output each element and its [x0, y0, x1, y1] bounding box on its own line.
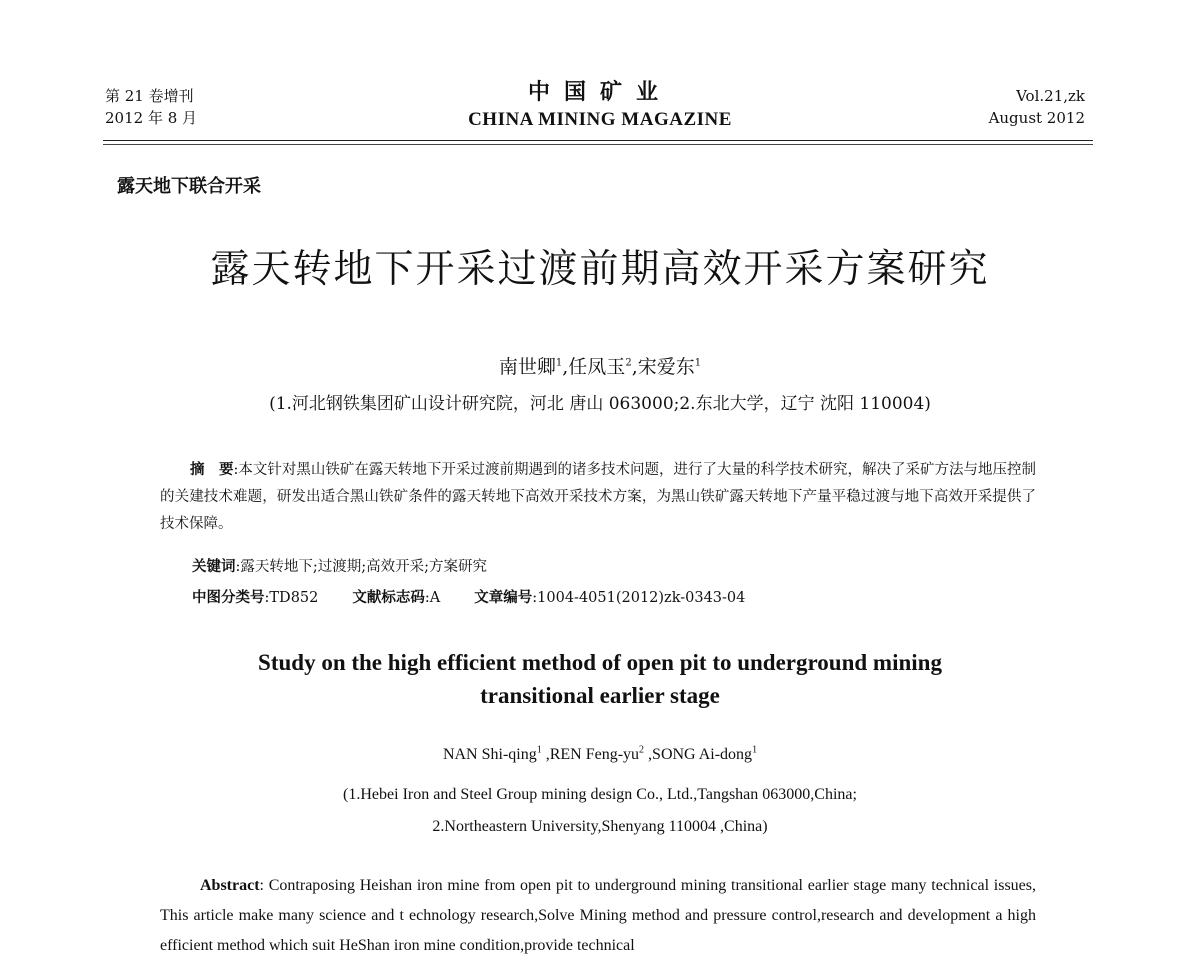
keywords-label: 关键词 — [192, 559, 236, 575]
author-sup: 1 — [536, 744, 542, 756]
section-heading: 露天地下联合开采 — [117, 176, 261, 197]
title-en-line2: transitional earlier stage — [480, 683, 720, 708]
author-sup: 1 — [555, 357, 563, 369]
abstract-label-cn: 摘 要 — [190, 462, 234, 478]
header-right — [989, 85, 1085, 129]
header-rule-thin — [103, 144, 1093, 145]
article-title-en — [0, 646, 1200, 712]
classification-line: 中图分类号:TD852 文献标志码:A 文章编号:1004-4051(2012)zk-0343-04 — [192, 590, 746, 606]
article-title-cn: 露天转地下开采过渡前期高效开采方案研究 — [210, 247, 990, 292]
keywords-cn: 关键词:露天转地下;过渡期;高效开采;方案研究 — [192, 559, 488, 575]
clc-label: 中图分类号 — [192, 590, 265, 606]
journal-title-cn: 中国矿业 — [527, 80, 672, 105]
authors-en: NAN Shi-qing$^1$ ,REN Feng-$yu^2$ ,SONG Ai-dong$^1$ — [442, 744, 758, 763]
doc-code-label: 文献标志码 — [352, 590, 425, 606]
author-sup: 2 — [639, 744, 645, 756]
volume-en: Vol.21,zk — [1016, 87, 1085, 105]
issue-date: 2012 年 8 月 — [105, 109, 198, 127]
title-en-line1: Study on the high efficient method of open pit to underground mining — [258, 650, 942, 675]
affiliation-en — [0, 779, 1200, 843]
clc-value: TD852 — [269, 590, 319, 606]
article-no-value: 1004-4051(2012)zk-0343-04 — [537, 590, 746, 606]
journal-title-en: CHINA MINING MAGAZINE — [468, 109, 732, 130]
abstract-text-cn: 本文针对黑山铁矿在露天转地下开采过渡前期遇到的诸多技术问题，进行了大量的科学技术研究，解决了采矿方法与地压控制的关建技术难题，研发出适合黑山铁矿条件的露天转地下高效开采技术方案，为黑山铁矿露天转地下产量平稳过渡与地下高效开采提供了技术保障。 — [160, 462, 1037, 532]
abstract-en: Abstract: Contraposing Heishan iron mine from open pit to underground mining transitional earlier stage many technical issues, This article make many science and t echnology research,Solve Mining method and pressure control,research and development a high efficient method which suit HeShan iron mine condition,provide technical — [160, 877, 1036, 954]
authors-cn: 南世卿$^1$,任凤玉$^2$,宋爱东$^1$ — [498, 356, 702, 378]
issue-volume: 第 21 卷增刊 — [105, 87, 194, 105]
abstract-label-en: Abstract — [200, 877, 260, 894]
author-cn: 宋爱东 — [637, 356, 695, 378]
author-en: SONG Ai-dong — [652, 746, 753, 763]
header-rule — [103, 140, 1093, 141]
affiliation-en-line2: 2.Northeastern University,Shenyang 110004 ,China) — [432, 818, 768, 835]
abstract-cn: 摘 要:本文针对黑山铁矿在露天转地下开采过渡前期遇到的诸多技术问题，进行了大量的科学技术研究，解决了采矿方法与地压控制的关建技术难题，研发出适合黑山铁矿条件的露天转地下高效开采技术方案，为黑山铁矿露天转地下产量平稳过渡与地下高效开采提供了技术保障。 — [160, 462, 1037, 532]
article-no-label: 文章编号 — [474, 590, 533, 606]
author-en: REN Feng-yu — [549, 746, 640, 763]
author-cn: 南世卿 — [498, 356, 556, 378]
author-sup: 1 — [694, 357, 702, 369]
doc-code-value: A — [429, 590, 441, 606]
affiliation-cn: (1.河北钢铁集团矿山设计研究院，河北 唐山 063000;2.东北大学，辽宁 沈阳 110004) — [269, 394, 931, 414]
author-sup: 1 — [752, 744, 758, 756]
abstract-text-en: Contraposing Heishan iron mine from open pit to underground mining transitional earlier stage many technical issues, This article make many science and t echnology research,Solve Mining method and pressure control,research and development a high efficient method which suit HeShan iron mine condition,provide technical — [160, 877, 1036, 954]
author-sup: 2 — [625, 357, 632, 369]
author-cn: 任凤玉 — [568, 356, 626, 378]
author-en: NAN Shi-qing — [442, 746, 537, 763]
date-en: August 2012 — [988, 109, 1085, 127]
keywords-text: 露天转地下;过渡期;高效开采;方案研究 — [240, 559, 488, 575]
affiliation-en-line1: (1.Hebei Iron and Steel Group mining design Co., Ltd.,Tangshan 063000,China; — [343, 786, 857, 803]
